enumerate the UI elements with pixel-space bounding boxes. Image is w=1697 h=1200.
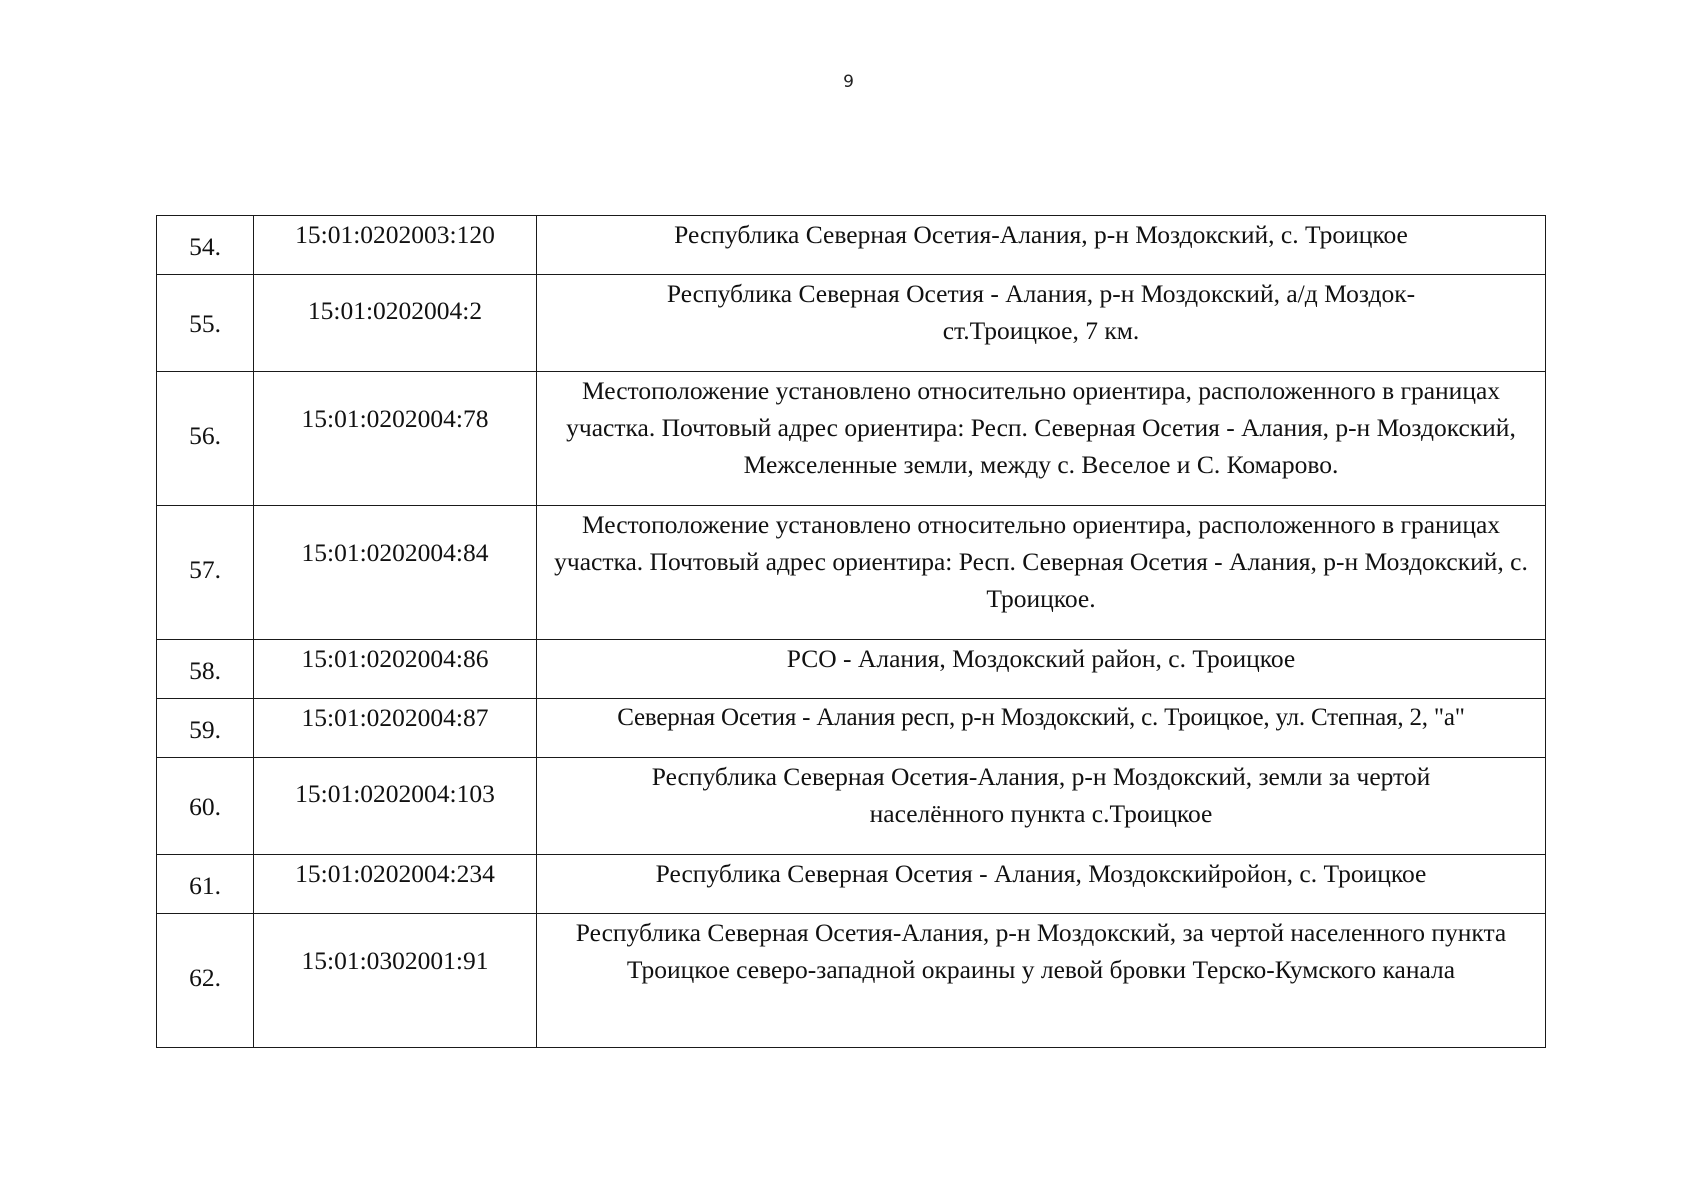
- table-row: [157, 699, 1546, 758]
- address-text: Республика Северная Осетия - Алания, Моздокскийройон, с. Троицкое: [655, 859, 1427, 888]
- cadastral-number: 15:01:0202004:2: [307, 296, 483, 325]
- cadastral-number-cell: [254, 640, 537, 699]
- row-number-cell: [157, 506, 254, 640]
- cadastral-number: 15:01:0202004:84: [301, 538, 489, 567]
- address-cell: [537, 855, 1546, 914]
- row-number-cell: [157, 216, 254, 275]
- address-text: Республика Северная Осетия-Алания, р-н Моздокский, за чертой населенного пункта Троицкое северо-западной окраины у левой бровки Терско-Кумского канала: [575, 918, 1507, 984]
- row-number: 58.: [189, 656, 221, 685]
- table-row: [157, 275, 1546, 372]
- land-plots-table: [156, 215, 1546, 1048]
- address-text: Республика Северная Осетия-Алания, р-н Моздокский, с. Троицкое: [674, 220, 1408, 249]
- cadastral-number-cell: [254, 758, 537, 855]
- row-number: 61.: [189, 871, 221, 900]
- table-row: [157, 640, 1546, 699]
- row-number-cell: [157, 372, 254, 506]
- address-text: РСО - Алания, Моздокский район, с. Троицкое: [786, 644, 1296, 673]
- address-cell: [537, 506, 1546, 640]
- row-number-cell: [157, 640, 254, 699]
- cadastral-number: 15:01:0202003:120: [295, 220, 495, 249]
- row-number: 54.: [189, 232, 221, 261]
- address-cell: [537, 758, 1546, 855]
- address-cell: [537, 699, 1546, 758]
- cadastral-number-cell: [254, 216, 537, 275]
- cadastral-number-cell: [254, 275, 537, 372]
- row-number-cell: [157, 855, 254, 914]
- cadastral-number-cell: [254, 914, 537, 1048]
- row-number-cell: [157, 914, 254, 1048]
- cadastral-number-cell: [254, 372, 537, 506]
- address-cell: [537, 216, 1546, 275]
- table-row: [157, 758, 1546, 855]
- address-text: Местоположение установлено относительно ориентира, расположенного в границах участка. Почтовый адрес ориентира: Респ. Северная Осетия - Алания, р-н Моздокский, Межселенные земли, между с. Веселое и С. Комарово.: [566, 376, 1516, 479]
- cadastral-number: 15:01:0202004:103: [295, 779, 495, 808]
- row-number: 55.: [189, 309, 221, 338]
- table-row: [157, 914, 1546, 1048]
- row-number-cell: [157, 699, 254, 758]
- cadastral-number-cell: [254, 506, 537, 640]
- cadastral-number-cell: [254, 699, 537, 758]
- row-number-cell: [157, 758, 254, 855]
- row-number-cell: [157, 275, 254, 372]
- address-cell: [537, 914, 1546, 1048]
- cadastral-number: 15:01:0202004:86: [301, 644, 489, 673]
- address-text: Республика Северная Осетия-Алания, р-н Моздокский, земли за чертой населённого пункта с.Троицкое: [651, 762, 1431, 828]
- row-number: 62.: [189, 963, 221, 992]
- cadastral-number-cell: [254, 855, 537, 914]
- cadastral-number: 15:01:0202004:234: [295, 859, 495, 888]
- table-row: [157, 855, 1546, 914]
- row-number: 60.: [189, 792, 221, 821]
- row-number: 56.: [189, 421, 221, 450]
- table-row: [157, 216, 1546, 275]
- address-text: Местоположение установлено относительно ориентира, расположенного в границах участка. Почтовый адрес ориентира: Респ. Северная Осетия - Алания, р-н Моздокский, с. Троицкое.: [554, 510, 1528, 613]
- address-cell: [537, 275, 1546, 372]
- table-row: [157, 506, 1546, 640]
- address-cell: [537, 640, 1546, 699]
- table-row: [157, 372, 1546, 506]
- cadastral-number: 15:01:0202004:87: [301, 703, 489, 732]
- cadastral-number: 15:01:0302001:91: [301, 946, 489, 975]
- address-text: Республика Северная Осетия - Алания, р-н Моздокский, а/д Моздок-ст.Троицкое, 7 км.: [666, 279, 1416, 345]
- address-cell: [537, 372, 1546, 506]
- row-number: 57.: [189, 555, 221, 584]
- address-text: Северная Осетия - Алания респ, р-н Моздокский, с. Троицкое, ул. Степная, 2, "а": [617, 704, 1465, 731]
- row-number: 59.: [189, 715, 221, 744]
- page-number: 9: [843, 72, 854, 92]
- cadastral-number: 15:01:0202004:78: [301, 404, 489, 433]
